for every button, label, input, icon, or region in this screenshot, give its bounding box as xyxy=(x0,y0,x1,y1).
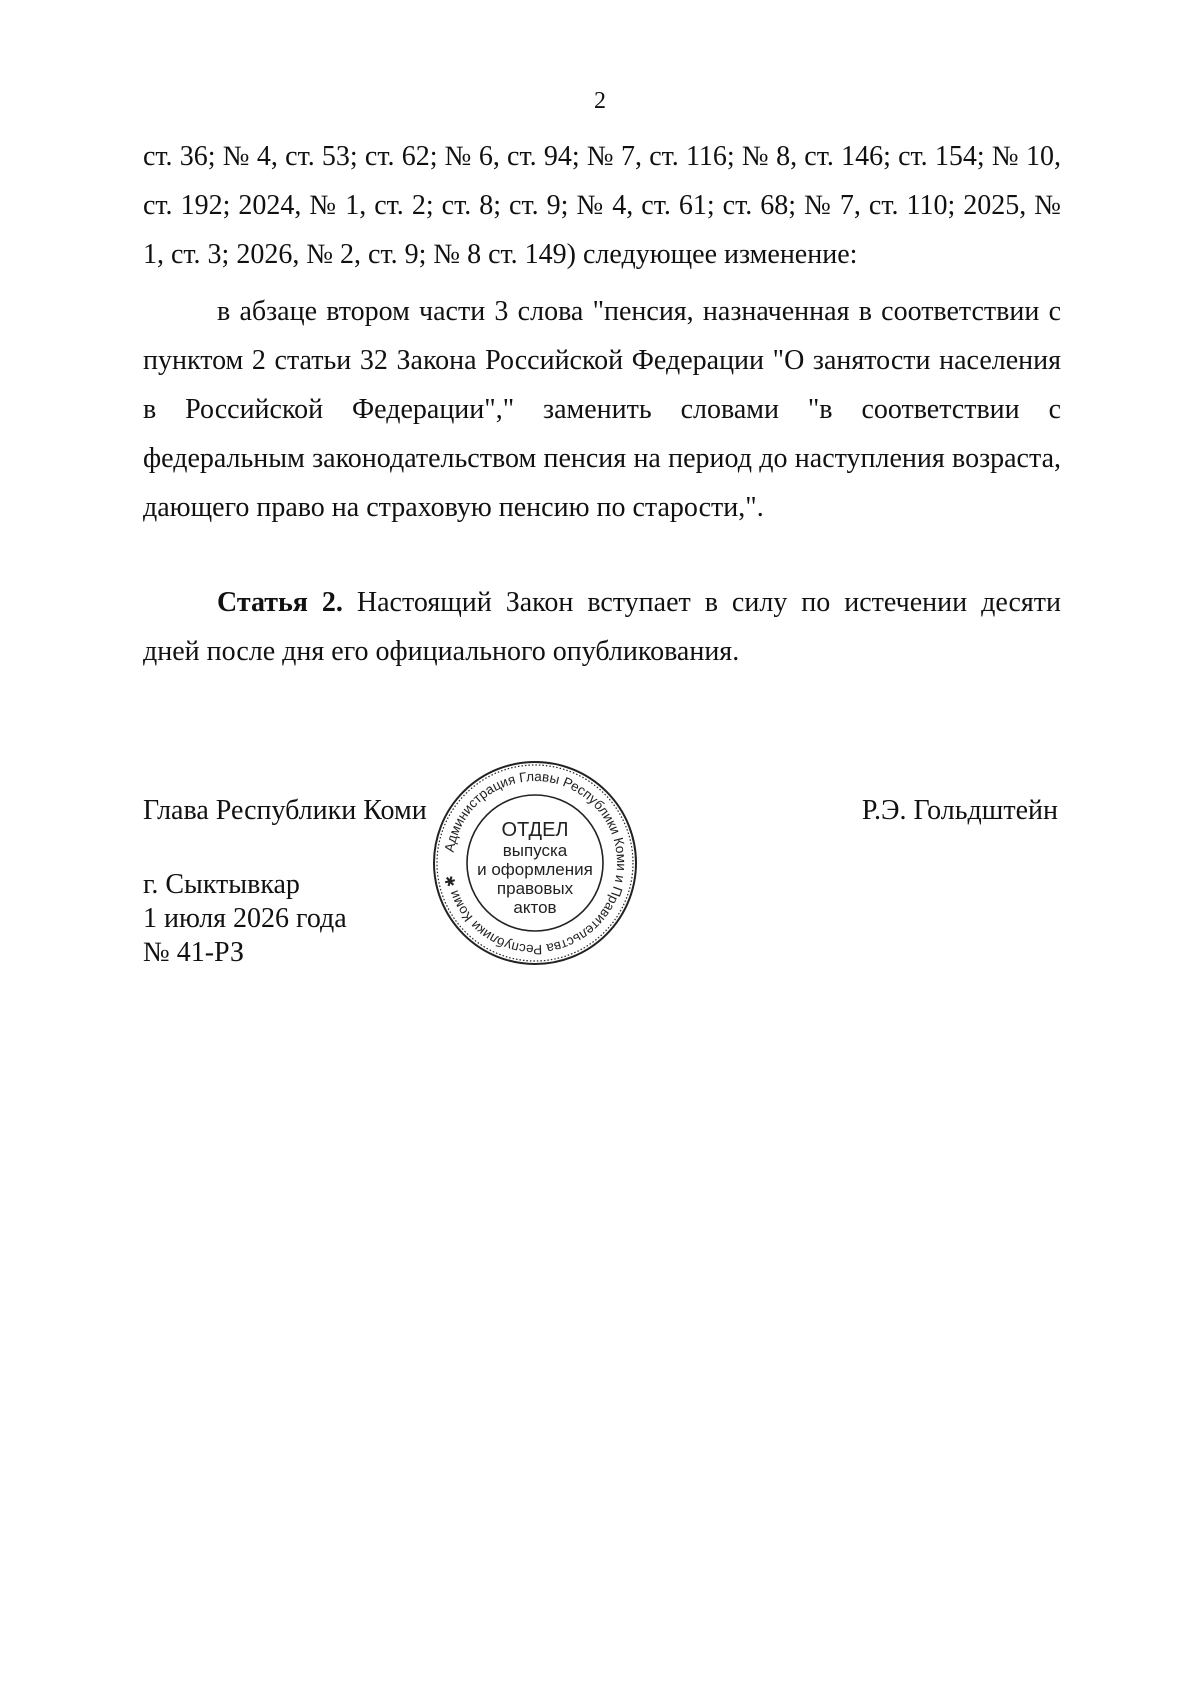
paragraph-article-2 xyxy=(143,578,1061,676)
signing-date: 1 июля 2026 года xyxy=(143,903,347,934)
signatory-name: Р.Э. Гольдштейн xyxy=(861,795,1058,826)
signatory-title: Глава Республики Коми xyxy=(143,795,427,826)
paragraph-amendment-sources: ст. 36; № 4, ст. 53; ст. 62; № 6, ст. 94; № 7, ст. 116; № 8, ст. 146; ст. 154; № 10, ст. 192; 2024, № 1, ст. 2; ст. 8; ст. 9; № 4, ст. 61; ст. 68; № 7, ст. 110; 2025, № 1, ст. 3; 2026, № 2, ст. 9; № 8 ст. 149) следующее изменение: xyxy=(143,141,1061,270)
seal-line-4: правовых xyxy=(496,879,574,898)
paragraph-amendment-text: в абзаце втором части 3 слова "пенсия, назначенная в соответствии с пунктом 2 статьи 32 Закона Российской Федерации "О занятости населения в Российской Федерации"," заменить словами "в соответствии с федеральным законодательством пенсия на период до наступления возраста, дающего право на страховую пенсию по старости,". xyxy=(143,296,1061,523)
official-seal-stamp xyxy=(430,758,640,968)
article-text: Настоящий Закон вступает в силу по истечении десяти дней после дня его официального опубликования. xyxy=(143,587,1061,667)
place-date-block xyxy=(143,868,347,970)
body-text-block xyxy=(143,132,1061,279)
seal-line-2: выпуска xyxy=(502,841,568,860)
seal-line-5: актов xyxy=(513,898,557,917)
law-number: № 41-РЗ xyxy=(143,937,244,968)
city: г. Сыктывкар xyxy=(143,869,300,900)
body-text-block xyxy=(143,578,1061,676)
page-number: 2 xyxy=(594,88,606,114)
article-heading: Статья 2. xyxy=(217,587,343,618)
body-text-block xyxy=(143,287,1061,532)
seal-ring-text: Администрация Главы Республики Коми и Правительства Республики Коми ✱ xyxy=(441,768,630,958)
seal-line-1: ОТДЕЛ xyxy=(501,819,569,841)
seal-line-3: и оформления xyxy=(477,860,593,879)
